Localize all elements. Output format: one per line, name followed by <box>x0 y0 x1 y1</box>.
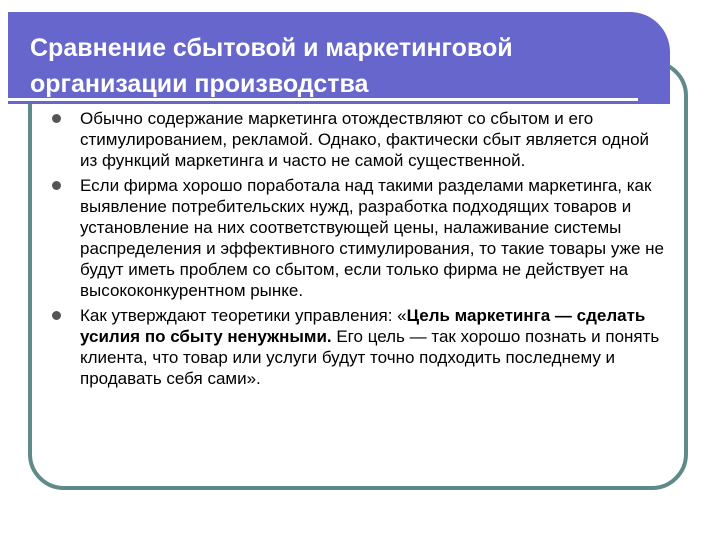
bullet-text: Если фирма хорошо поработала над такими разделами маркетинга, как выявление потребительских нужд, разработка подходящих товаров и установление на них соответствующей цены, налаживание системы распределения и эффективного стимулирования, то такие товары уже не будут иметь проблем со сбытом, если только фирма не действует на высококонкурентном рынке. <box>80 176 664 300</box>
bullet-text-intro: Как утверждают теоретики управления: « <box>80 306 407 325</box>
bullet-icon <box>52 114 61 123</box>
bullet-item <box>48 108 670 171</box>
title-divider <box>8 98 638 101</box>
title-line-1: Сравнение сбытовой и маркетинговой <box>30 34 513 62</box>
bullet-icon <box>52 181 61 190</box>
title-line-2: организации производства <box>30 70 369 98</box>
bullet-list <box>48 108 670 393</box>
bullet-item <box>48 305 670 389</box>
slide-title <box>30 30 650 102</box>
bullet-text-emphasis: Цель маркетинга — сделать усилия по сбыту ненужными. <box>80 306 646 346</box>
bullet-icon <box>52 311 61 320</box>
bullet-text-rest: Его цель — так хорошо познать и понять клиента, что товар или услуги будут точно подходить последнему и продавать себя сами». <box>80 327 660 388</box>
bullet-item <box>48 175 670 301</box>
bullet-text: Обычно содержание маркетинга отождествляют со сбытом и его стимулированием, рекламой. Однако, фактически сбыт является одной из функций маркетинга и часто не самой существенной. <box>80 109 650 170</box>
title-bar <box>8 12 670 104</box>
